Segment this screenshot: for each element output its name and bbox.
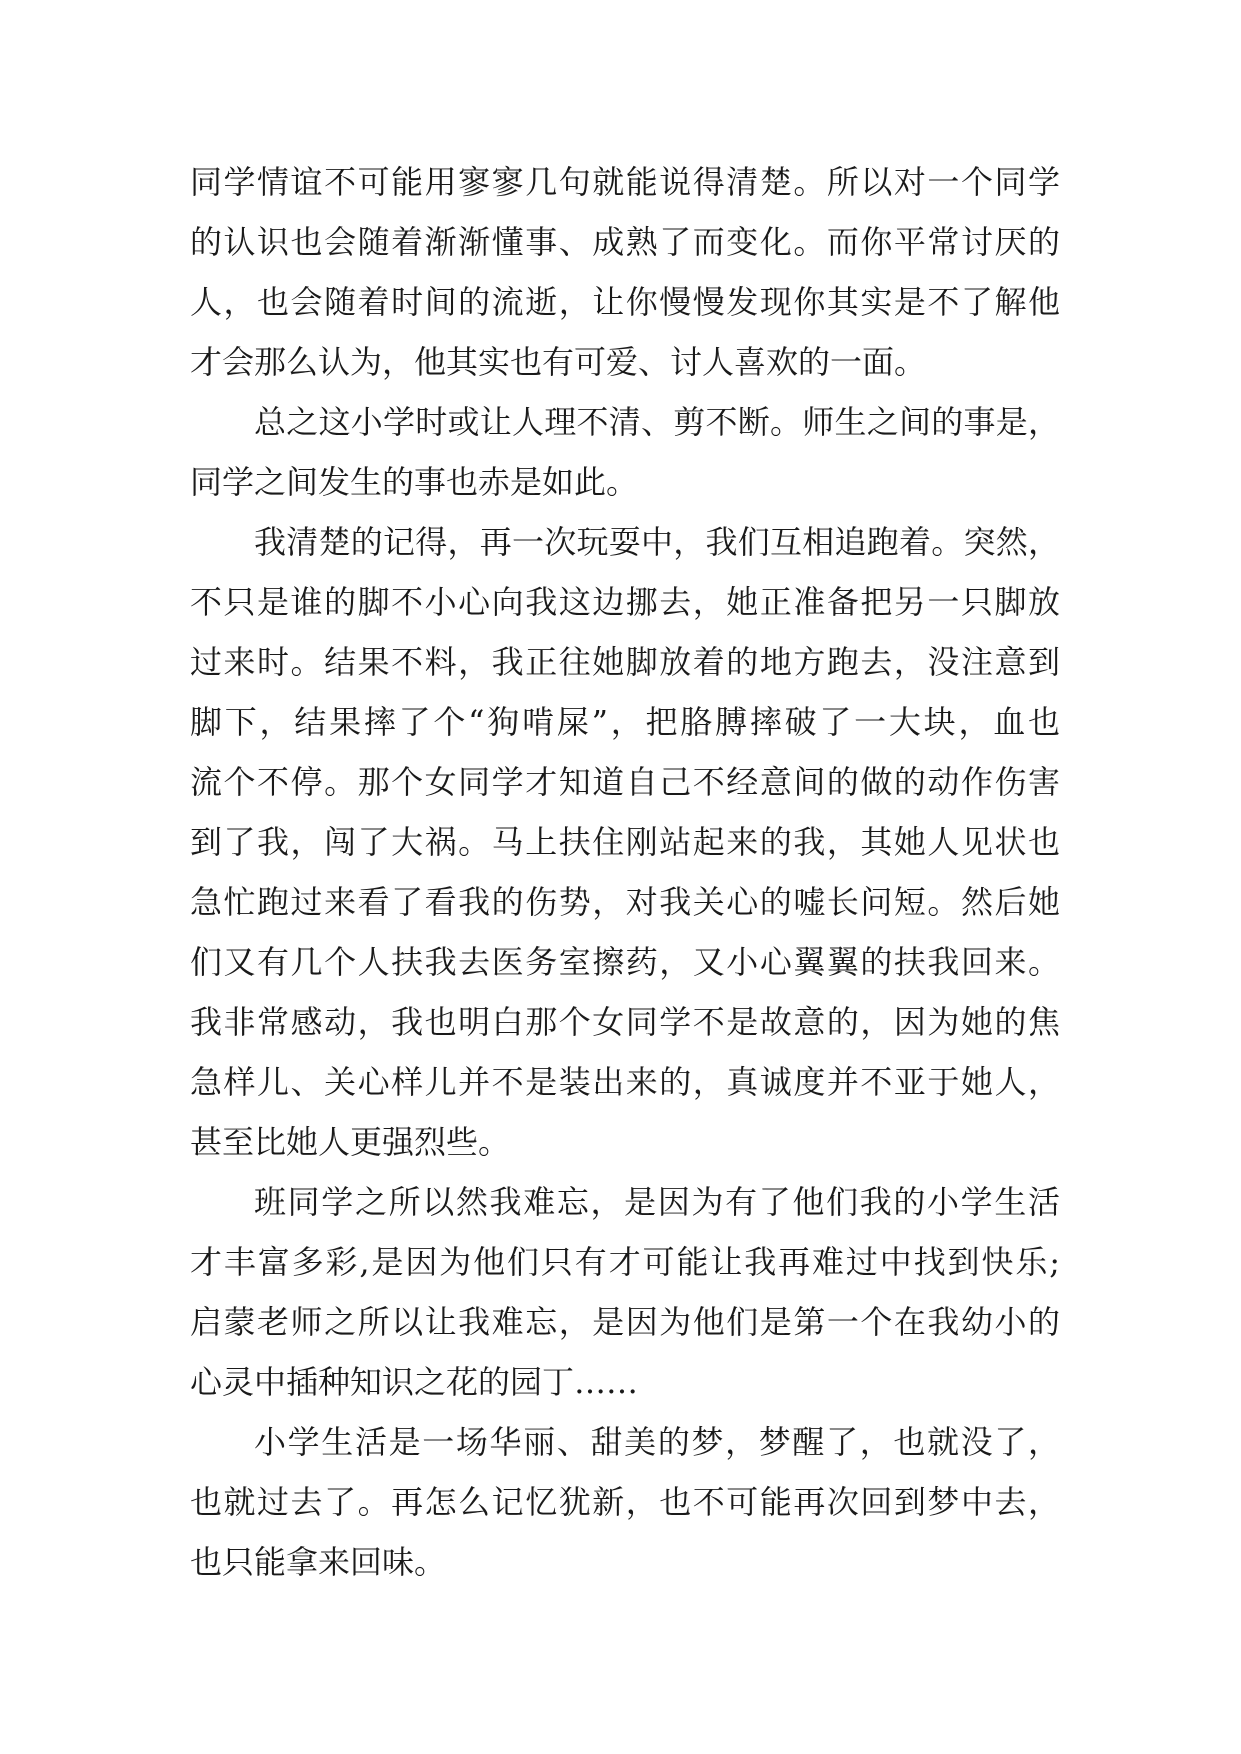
paragraph-1 [190, 152, 1060, 392]
text-line: 班同学之所以然我难忘，是因为有了他们我的小学生活 [254, 1183, 1060, 1221]
text-line: 同学情谊不可能用寥寥几句就能说得清楚。所以对一个同学 [190, 163, 1060, 201]
paragraph-5 [190, 1412, 1060, 1592]
text-line: 人，也会随着时间的流逝，让你慢慢发现你其实是不了解他 [190, 283, 1060, 321]
text-line: 到了我，闯了大祸。马上扶住刚站起来的我，其她人见状也 [190, 823, 1060, 861]
text-line: 小学生活是一场华丽、甜美的梦，梦醒了，也就没了， [254, 1423, 1060, 1461]
paragraph-3 [190, 512, 1060, 1172]
text-line: 过来时。结果不料，我正往她脚放着的地方跑去，没注意到 [190, 643, 1060, 681]
text-line: 也就过去了。再怎么记忆犹新，也不可能再次回到梦中去， [190, 1483, 1060, 1521]
text-line: 急样儿、关心样儿并不是装出来的，真诚度并不亚于她人， [190, 1063, 1060, 1101]
text-line: 我非常感动，我也明白那个女同学不是故意的，因为她的焦 [190, 1003, 1060, 1041]
text-line: 总之这小学时或让人理不清、剪不断。师生之间的事是， [254, 403, 1060, 441]
text-line: 也只能拿来回味。 [190, 1543, 447, 1581]
text-line: 才丰富多彩,是因为他们只有才可能让我再难过中找到快乐; [190, 1243, 1060, 1281]
text-line: 才会那么认为，他其实也有可爱、讨人喜欢的一面。 [190, 343, 927, 381]
text-line: 甚至比她人更强烈些。 [190, 1123, 511, 1161]
paragraph-4 [190, 1172, 1060, 1412]
text-line: 的认识也会随着渐渐懂事、成熟了而变化。而你平常讨厌的 [190, 223, 1060, 261]
text-line: 脚下，结果摔了个“狗啃屎”，把胳膊摔破了一大块，血也 [190, 703, 1060, 741]
text-line: 们又有几个人扶我去医务室擦药，又小心翼翼的扶我回来。 [190, 943, 1060, 981]
text-line: 流个不停。那个女同学才知道自己不经意间的做的动作伤害 [190, 763, 1060, 801]
document-body [190, 152, 1060, 1592]
text-line: 不只是谁的脚不小心向我这边挪去，她正准备把另一只脚放 [190, 583, 1060, 621]
text-line: 急忙跑过来看了看我的伤势，对我关心的嘘长问短。然后她 [190, 883, 1060, 921]
text-line: 心灵中插种知识之花的园丁…… [190, 1363, 639, 1401]
paragraph-2 [190, 392, 1060, 512]
text-line: 同学之间发生的事也赤是如此。 [190, 463, 639, 501]
text-line: 启蒙老师之所以让我难忘，是因为他们是第一个在我幼小的 [190, 1303, 1060, 1341]
text-line: 我清楚的记得，再一次玩耍中，我们互相追跑着。突然， [254, 523, 1060, 561]
